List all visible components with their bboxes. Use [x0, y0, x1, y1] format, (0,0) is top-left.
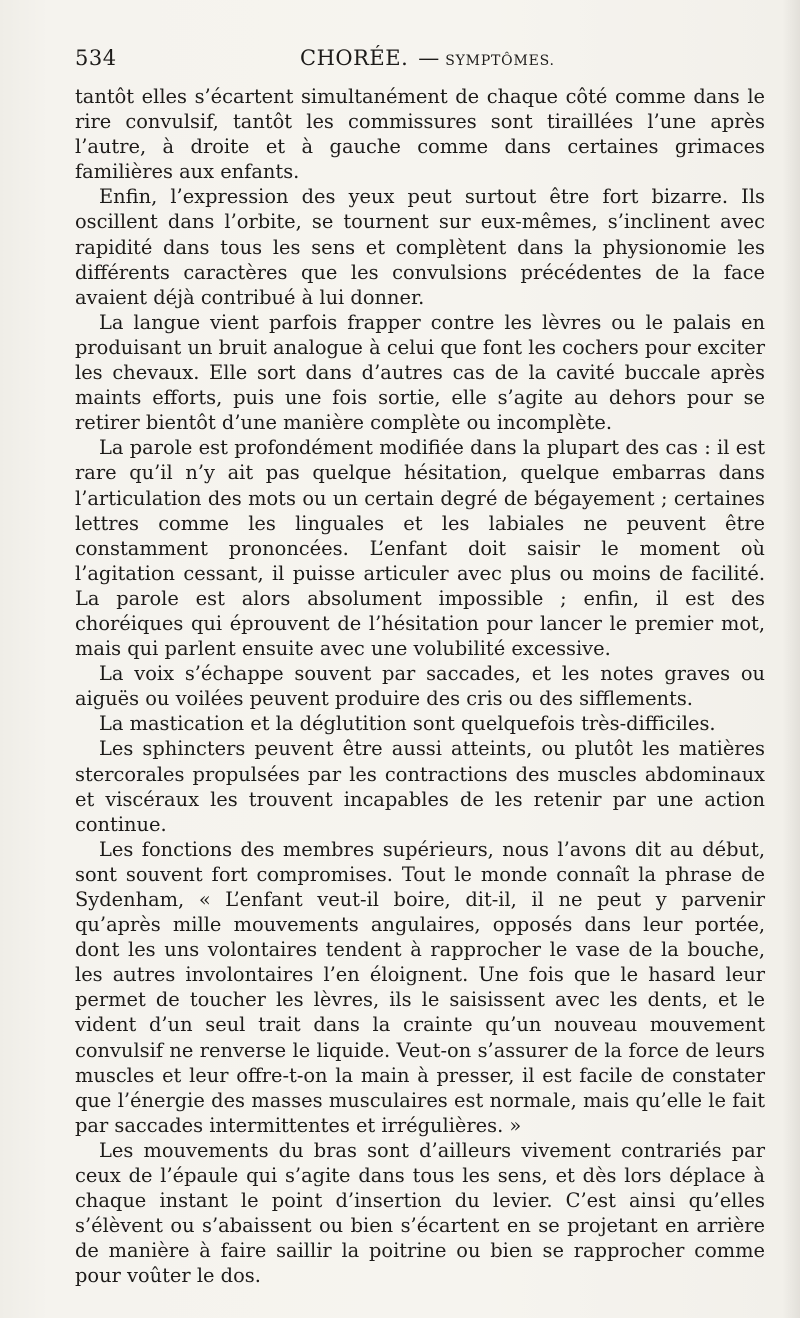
running-title	[300, 46, 555, 70]
paragraph-1: tantôt elles s’écartent simultanément de chaque côté comme dans le rire convulsif, tantôt les commissures sont tiraillées l’une après l’autre, à droite et à gauche comme dans certaines grimaces familières aux enfants.	[75, 85, 765, 184]
running-header	[75, 46, 765, 76]
paragraph-5: La voix s’échappe souvent par saccades, et les notes graves ou aiguës ou voilées peuvent produire des cris ou des sifflements.	[75, 662, 765, 711]
body-text	[75, 84, 765, 1289]
section-title: SYMPTÔMES.	[445, 53, 555, 69]
paragraph-8: Les fonctions des membres supérieurs, nous l’avons dit au début, sont souvent fort compromises. Tout le monde connaît la phrase de Sydenham, « L’enfant veut-il boire, dit-il, il ne peut y parvenir qu’après mille mouvements angulaires, opposés dans leur portée, dont les uns volontaires tendent à rapprocher le vase de la bouche, les autres involontaires l’en éloignent. Une fois que le hasard leur permet de toucher les lèvres, ils le saisissent avec les dents, et le vident d’un seul trait dans la crainte qu’un nouveau mouvement convulsif ne renverse le liquide. Veut-on s’assurer de la force de leurs muscles et leur offre-t-on la main à presser, il est facile de constater que l’énergie des masses musculaires est normale, mais qu’elle le fait par saccades intermittentes et irrégulières. »	[75, 837, 765, 1137]
chapter-title: CHORÉE.	[300, 46, 409, 70]
page-number: 534	[75, 46, 117, 70]
paragraph-6: La mastication et la déglutition sont quelquefois très-difficiles.	[99, 712, 716, 736]
paragraph-7: Les sphincters peuvent être aussi atteints, ou plutôt les matières stercorales propulsées par les contractions des muscles abdominaux et viscéraux les trouvent incapables de les retenir par une action continue.	[75, 737, 765, 836]
paragraph-4: La parole est profondément modifiée dans la plupart des cas : il est rare qu’il n’y ait pas quelque hésitation, quelque embarras dans l’articulation des mots ou un certain degré de bégayement ; certaines lettres comme les linguales et les labiales ne peuvent être constamment prononcées. L’enfant doit saisir le moment où l’agitation cessant, il puisse articuler avec plus ou moins de facilité. La parole est alors absolument impossible ; enfin, il est des choréiques qui éprouvent de l’hésitation pour lancer le premier mot, mais qui parlent ensuite avec une volubilité excessive.	[75, 436, 765, 661]
paragraph-9: Les mouvements du bras sont d’ailleurs vivement contrariés par ceux de l’épaule qui s’agite dans tous les sens, et dès lors déplace à chaque instant le point d’insertion du levier. C’est ainsi qu’elles s’élèvent ou s’abaissent ou bien s’écartent en se projetant en arrière de manière à faire saillir la poitrine ou bien se rapprocher comme pour voûter le dos.	[75, 1138, 765, 1288]
paragraph-2: Enfin, l’expression des yeux peut surtout être fort bizarre. Ils oscillent dans l’orbite, se tournent sur eux-mêmes, s’inclinent avec rapidité dans tous les sens et complètent dans la physionomie les différents caractères que les convulsions précédentes de la face avaient déjà contribué à lui donner.	[75, 185, 765, 309]
paragraph-3: La langue vient parfois frapper contre les lèvres ou le palais en produisant un bruit analogue à celui que font les cochers pour exciter les chevaux. Elle sort dans d’autres cas de la cavité buccale après maints efforts, puis une fois sortie, elle s’agite au dehors pour se retirer bientôt d’une manière complète ou incomplète.	[75, 310, 765, 435]
title-dash: —	[418, 46, 440, 70]
page-gutter-shadow	[782, 0, 800, 1318]
